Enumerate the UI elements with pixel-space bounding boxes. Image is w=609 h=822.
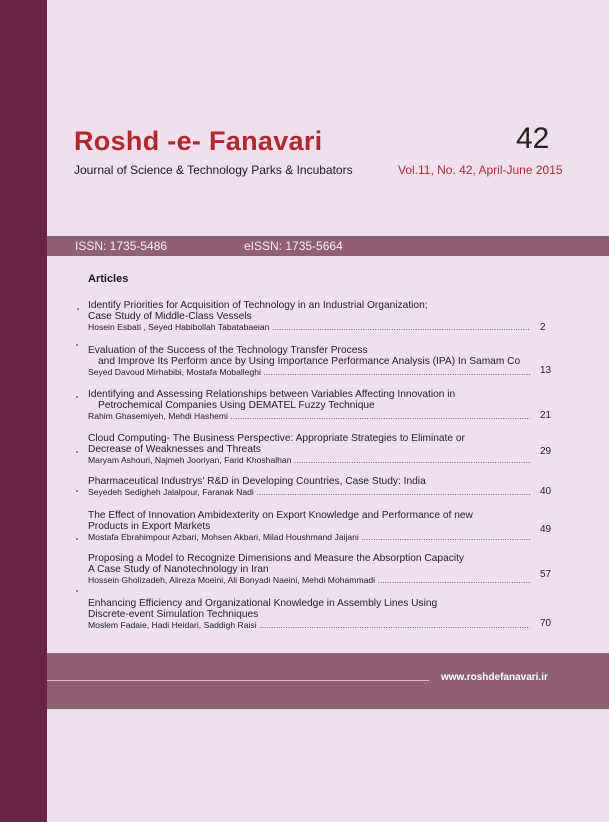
toc-entry-title: Cloud Computing- The Business Perspective: Appropriate Strategies to Eliminate or [88, 433, 465, 444]
toc-entry-title-cont: and Improve Its Perform ance by Using Importance Performance Analysis (IPA) In Samam Co [98, 356, 521, 367]
journal-title: Roshd -e- Fanavari [74, 126, 323, 156]
toc-entry-title-cont: Discrete-event Simulation Techniques [88, 609, 259, 620]
toc-entry-title-cont: Petrochemical Companies Using DEMATEL Fuzzy Technique [98, 400, 375, 411]
toc-entry-authors: Seyed Davoud Mirhabibi, Mostafa Moballeghi ..... [88, 367, 530, 378]
toc-entry-page: 70 [540, 618, 552, 629]
toc-entry-title-cont: Case Study of Middle-Class Vessels [88, 311, 252, 322]
bullet-icon [76, 538, 78, 540]
bullet-icon [76, 590, 78, 592]
eissn-label: eISSN: 1735-5664 [244, 239, 343, 253]
bullet-icon [77, 308, 79, 310]
toc-entry-authors: Seyedeh Sedigheh Jalalpour, Faranak Nadi ..... [88, 487, 530, 498]
toc-entry-title: Pharmaceutical Industrys' R&D in Developing Countries, Case Study: India [88, 476, 426, 487]
toc-entry-title-cont: A Case Study of Nanotechnology in Iran [88, 564, 269, 575]
toc-entry-page: 29 [540, 446, 552, 457]
website-url: www.roshdefanavari.ir [441, 672, 548, 683]
toc-entry-authors: Hossein Gholizadeh, Alireza Moeini, Ali Bonyadi Naeini, Mehdi Mohammadi ..... [88, 575, 530, 586]
toc-entry-title-cont: Decrease of Weaknesses and Threats [88, 444, 261, 455]
issue-number: 42 [516, 122, 550, 155]
toc-entry [88, 433, 558, 466]
toc-entry-title: Proposing a Model to Recognize Dimensions and Measure the Absorption Capacity [88, 553, 465, 564]
issue-volume-line: Vol.11, No. 42, April-June 2015 [398, 163, 563, 177]
footer-band [47, 653, 609, 709]
bullet-icon [76, 490, 78, 492]
toc-entry-page: 49 [540, 524, 552, 535]
toc-entry-title: Identifying and Assessing Relationships between Variables Affecting Innovation in [88, 389, 456, 400]
toc-entry-authors: Maryam Ashouri, Najmeh Jooriyan, Farid Khoshalhan ..... [88, 455, 530, 466]
toc-entry-title: Identify Priorities for Acquisition of Technology in an Industrial Organization; [88, 300, 428, 311]
toc-entry-page: 57 [540, 569, 552, 580]
toc-entry [88, 345, 558, 378]
toc-entry [88, 553, 558, 586]
toc-entry-title-cont: Products in Export Markets [88, 521, 211, 532]
toc-entry-authors: Moslem Fadaie, Hadi Heidari, Saddigh Raisi ..... [88, 620, 530, 631]
toc-entry-title: Evaluation of the Success of the Technology Transfer Process [88, 345, 368, 356]
toc-entry-authors: Hosein Esbati , Seyed Habibollah Tabatabaeian ..... [88, 322, 530, 333]
footer-divider [47, 680, 429, 681]
toc-entry [88, 389, 558, 422]
toc-entry-authors: Mostafa Ebrahimpour Azbari, Mohsen Akbari, Milad Houshmand Jaijani ..... [88, 532, 530, 543]
articles-heading: Articles [88, 273, 129, 285]
toc-entry-title: Enhancing Efficiency and Organizational Knowledge in Assembly Lines Using [88, 598, 438, 609]
toc-entry [88, 598, 558, 631]
toc-entry-page: 40 [540, 486, 552, 497]
toc-entry-title: The Effect of Innovation Ambidexterity on Export Knowledge and Performance of new [88, 510, 473, 521]
bullet-icon [76, 344, 78, 346]
cover-spine [0, 0, 47, 822]
toc-entry-authors: Rahim Ghasemiyeh, Mehdi Hashemi ..... [88, 411, 530, 422]
toc-entry-page: 13 [540, 365, 552, 376]
toc-entry [88, 476, 558, 498]
toc-entry [88, 300, 558, 333]
journal-subtitle: Journal of Science & Technology Parks & Incubators [74, 163, 353, 177]
toc-entry [88, 510, 558, 543]
bullet-icon [76, 451, 78, 453]
issn-label: ISSN: 1735-5486 [75, 239, 168, 253]
bullet-icon [76, 396, 78, 398]
toc-entry-page: 21 [540, 410, 552, 421]
toc-entry-page: 2 [540, 322, 546, 333]
issn-bar [47, 236, 609, 256]
